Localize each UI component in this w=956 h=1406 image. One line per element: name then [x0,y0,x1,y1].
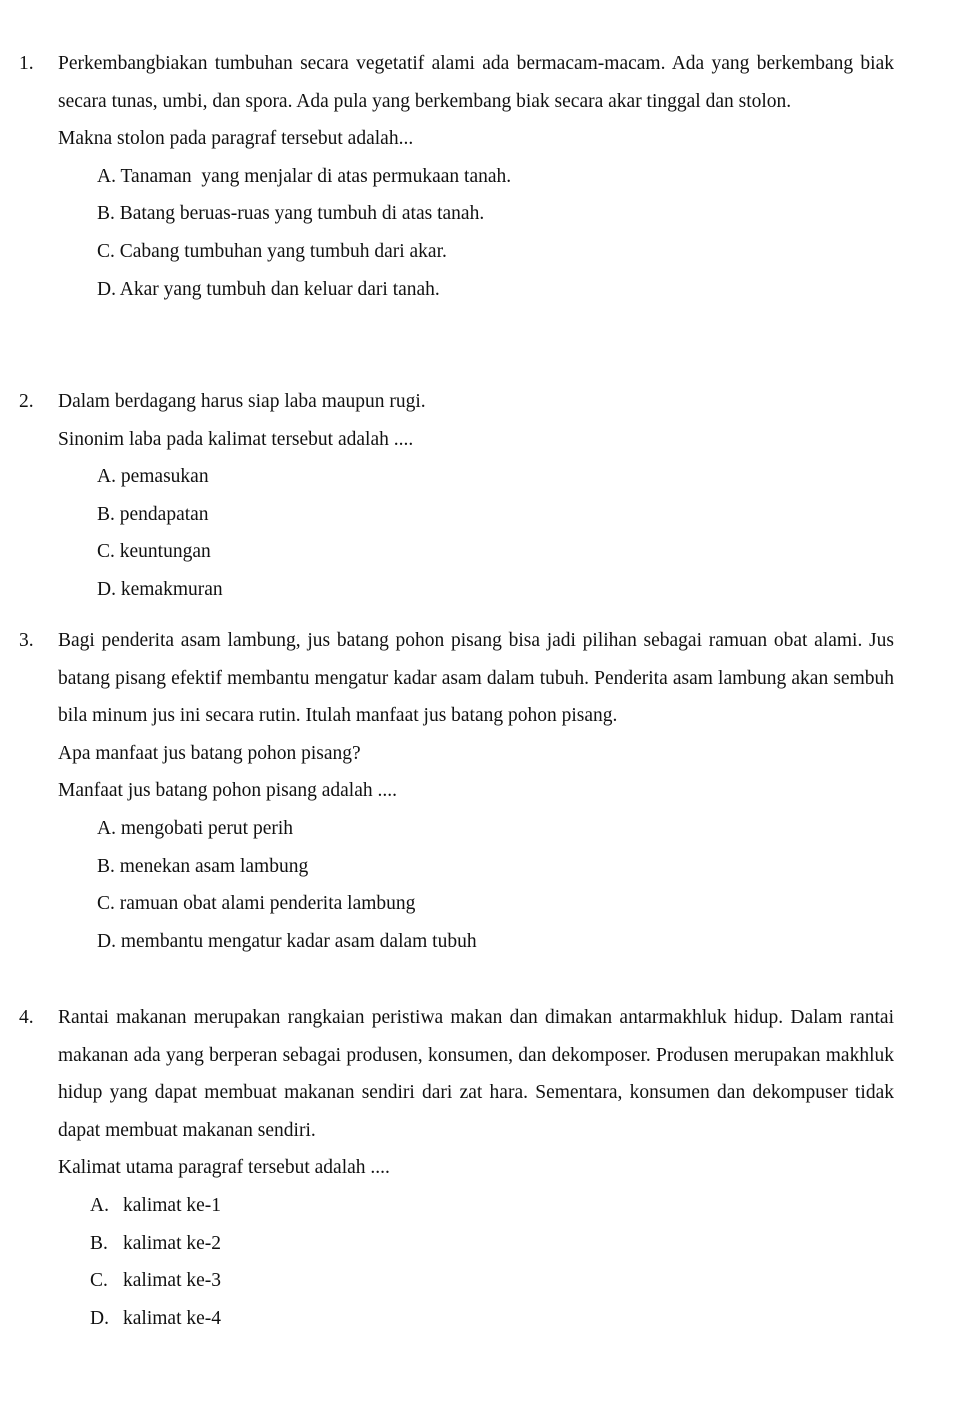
option-letter: A. [97,817,116,839]
answer-option-a [58,158,894,196]
question-number: 4. [19,1007,34,1028]
question-number: 2. [19,391,34,412]
question-body [58,622,894,960]
option-letter: D. [97,278,116,300]
answer-options [58,1187,894,1337]
option-letter: D. [97,578,116,600]
option-text: ramuan obat alami penderita lambung [119,893,416,915]
question-paragraph: Bagi penderita asam lambung, jus batang pohon pisang bisa jadi pilihan sebagai ramuan obat alami. Jus batang pisang efektif membantu mengatur kadar asam dalam tubuh. Penderita asam lambung akan sembuh bila minum jus ini secara rutin. Itulah manfaat jus batang pohon pisang. [58,630,894,727]
question-body [58,999,894,1337]
option-letter: C. [90,1270,108,1292]
option-text: Tanaman yang menjalar di atas permukaan tanah. [120,165,512,187]
option-text: kalimat ke-3 [123,1270,222,1292]
question-prompt: Sinonim laba pada kalimat tersebut adalah .... [58,428,414,450]
option-text: kalimat ke-4 [123,1307,222,1329]
option-letter: C. [97,240,115,262]
option-text: Cabang tumbuhan yang tumbuh dari akar. [119,240,447,262]
option-letter: B. [97,855,115,877]
answer-option-c [58,533,894,571]
answer-option-b [58,496,894,534]
option-text: Batang beruas-ruas yang tumbuh di atas tanah. [119,203,485,225]
answer-option-c [58,233,894,271]
question-number: 1. [19,53,34,74]
option-letter: B. [97,503,115,525]
answer-option-a [58,458,894,496]
question-paragraph: Rantai makanan merupakan rangkaian peristiwa makan dan dimakan antarmakhluk hidup. Dalam rantai makanan ada yang berperan sebagai produsen, konsumen, dan dekomposer. Produsen merupakan makhluk hidup yang dapat membuat makanan sendiri dari zat hara. Sementara, konsumen dan dekompuser tidak dapat membuat makanan sendiri. [58,1007,894,1141]
answer-option-d [58,571,894,609]
option-letter: C. [97,893,115,915]
answer-option-b [58,848,894,886]
answer-options [58,158,894,308]
question-body [58,383,894,609]
option-letter: B. [97,203,115,225]
question-number: 3. [19,630,34,651]
option-text: mengobati perut perih [120,817,294,839]
question-paragraph: Perkembangbiakan tumbuhan secara vegetatif alami ada bermacam-macam. Ada yang berkembang biak secara tunas, umbi, dan spora. Ada pula yang berkembang biak secara akar tinggal dan stolon. [58,53,894,112]
question-paragraph: Dalam berdagang harus siap laba maupun rugi. [58,391,426,412]
answer-option-c [58,1262,894,1300]
option-text: membantu mengatur kadar asam dalam tubuh [120,930,477,952]
option-text: menekan asam lambung [119,855,309,877]
answer-option-a [58,1187,894,1225]
answer-option-c [58,885,894,923]
answer-options [58,458,894,608]
answer-option-a [58,810,894,848]
question-line: Apa manfaat jus batang pohon pisang? [58,742,361,764]
answer-options [58,810,894,960]
answer-option-b [58,1225,894,1263]
question-prompt: Makna stolon pada paragraf tersebut adalah... [58,128,414,150]
question-prompt: Kalimat utama paragraf tersebut adalah .... [58,1157,390,1179]
option-letter: A. [97,165,116,187]
option-text: pemasukan [120,466,209,488]
option-text: kalimat ke-2 [123,1232,222,1254]
question-body [58,45,894,308]
option-text: Akar yang tumbuh dan keluar dari tanah. [119,278,440,300]
answer-option-d [58,923,894,961]
option-letter: C. [97,541,115,563]
option-letter: A. [97,466,116,488]
question-prompt: Manfaat jus batang pohon pisang adalah .... [58,780,397,802]
option-text: pendapatan [119,503,209,525]
option-text: keuntungan [119,541,211,563]
option-letter: A. [90,1194,109,1216]
answer-option-b [58,195,894,233]
option-letter: B. [90,1232,108,1254]
option-letter: D. [90,1307,109,1329]
answer-option-d [58,1300,894,1338]
option-letter: D. [97,930,116,952]
option-text: kemakmuran [120,578,223,600]
answer-option-d [58,271,894,309]
option-text: kalimat ke-1 [123,1194,222,1216]
